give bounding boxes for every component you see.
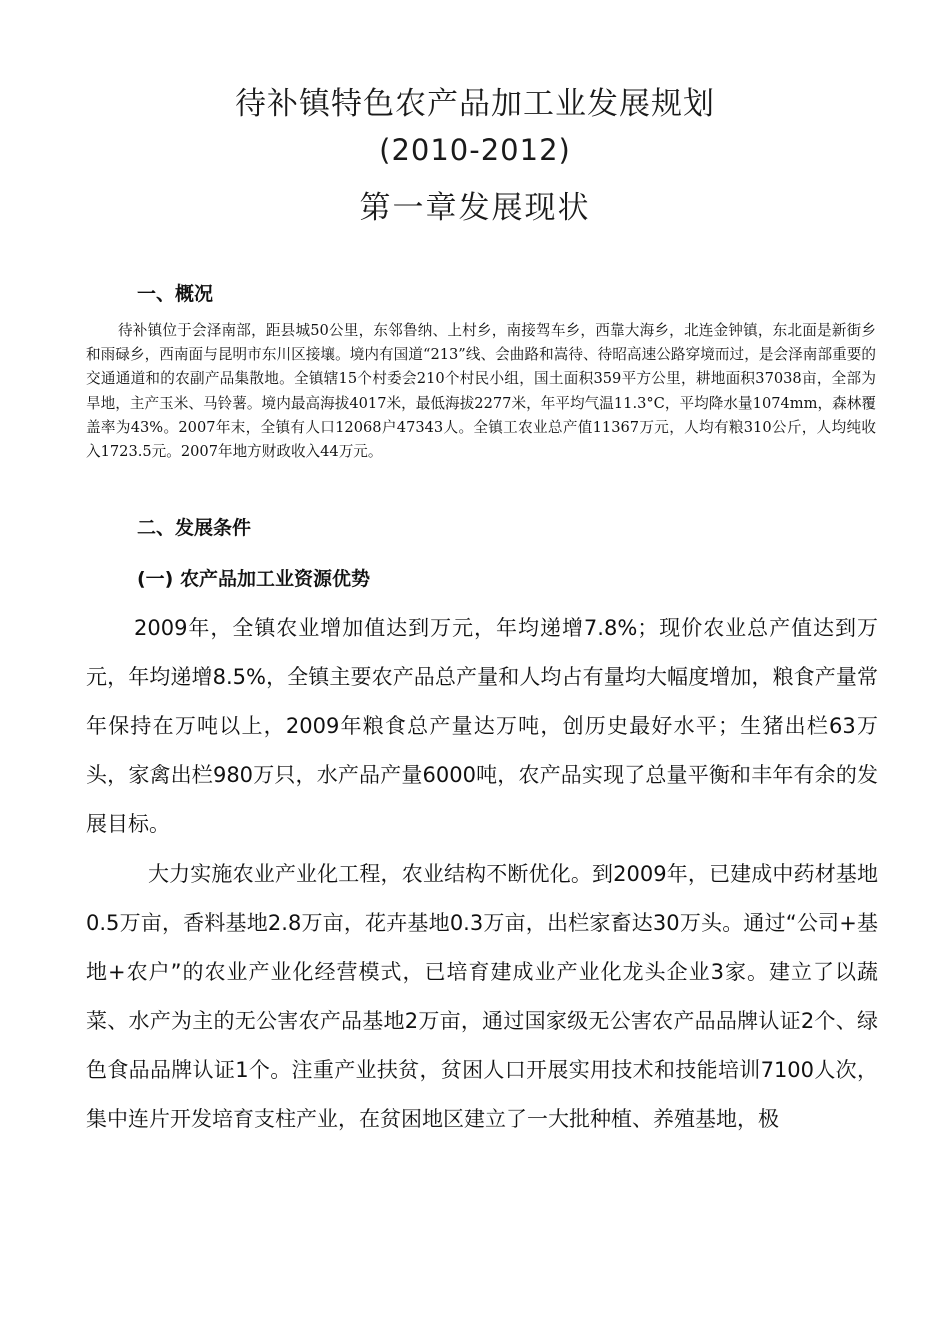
document-years: (2010-2012) bbox=[379, 133, 571, 167]
body-paragraph-2: 大力实施农业产业化工程，农业结构不断优化。到2009年，已建成中药材基地0.5万亩，香料基地2.8万亩，花卉基地0.3万亩，出栏家畜达30万头。通过“公司+基地+农户”的农业产业化经营模式，已培育建成业产业化龙头企业3家。建立了以蔬菜、水产为主的无公害农产品基地2万亩，通过国家级无公害农产品品牌认证2个、绿色食品品牌认证1个。注重产业扶贫，贫困人口开展实用技术和技能培训7100人次，集中连片开发培育支柱产业，在贫困地区建立了一大批种植、养殖基地，极 bbox=[86, 862, 878, 1131]
advantage-heading: (一) 农产品加工业资源优势 bbox=[137, 568, 370, 590]
overview-paragraph: 待补镇位于会泽南部，距县城50公里，东邻鲁纳、上村乡，南接驾车乡，西靠大海乡，北连金钟镇，东北面是新街乡和雨碌乡，西南面与昆明市东川区接壤。境内有国道“213”线、会曲路和嵩待、待昭高速公路穿境而过，是会泽南部重要的交通通道和的农副产品集散地。全镇辖15个村委会210个村民小组，国土面积359平方公里，耕地面积37038亩，全部为旱地，主产玉米、马铃薯。境内最高海拔4017米，最低海拔2277米，年平均气温11.3°C，平均降水量1074mm，森林覆盖率为43%。2007年末，全镇有人口12068户47343人。全镇工农业总产值11367万元，人均有粮310公斤，人均纯收入1723.5元。2007年地方财政收入44万元。 bbox=[86, 322, 876, 461]
document-title: 待补镇特色农产品加工业发展规划 bbox=[235, 86, 715, 122]
overview-heading: 一、概况 bbox=[137, 283, 214, 305]
body-paragraph-1: 2009年，全镇农业增加值达到万元，年均递增7.8%；现价农业总产值达到万元，年均递增8.5%，全镇主要农产品总产量和人均占有量均大幅度增加，粮食产量常年保持在万吨以上，2009年粮食总产量达万吨，创历史最好水平；生猪出栏63万头，家禽出栏980万只，水产品产量6000吨，农产品实现了总量平衡和丰年有余的发展目标。 bbox=[86, 616, 878, 836]
chapter-title: 第一章发展现状 bbox=[359, 190, 591, 226]
conditions-heading: 二、发展条件 bbox=[137, 517, 252, 539]
